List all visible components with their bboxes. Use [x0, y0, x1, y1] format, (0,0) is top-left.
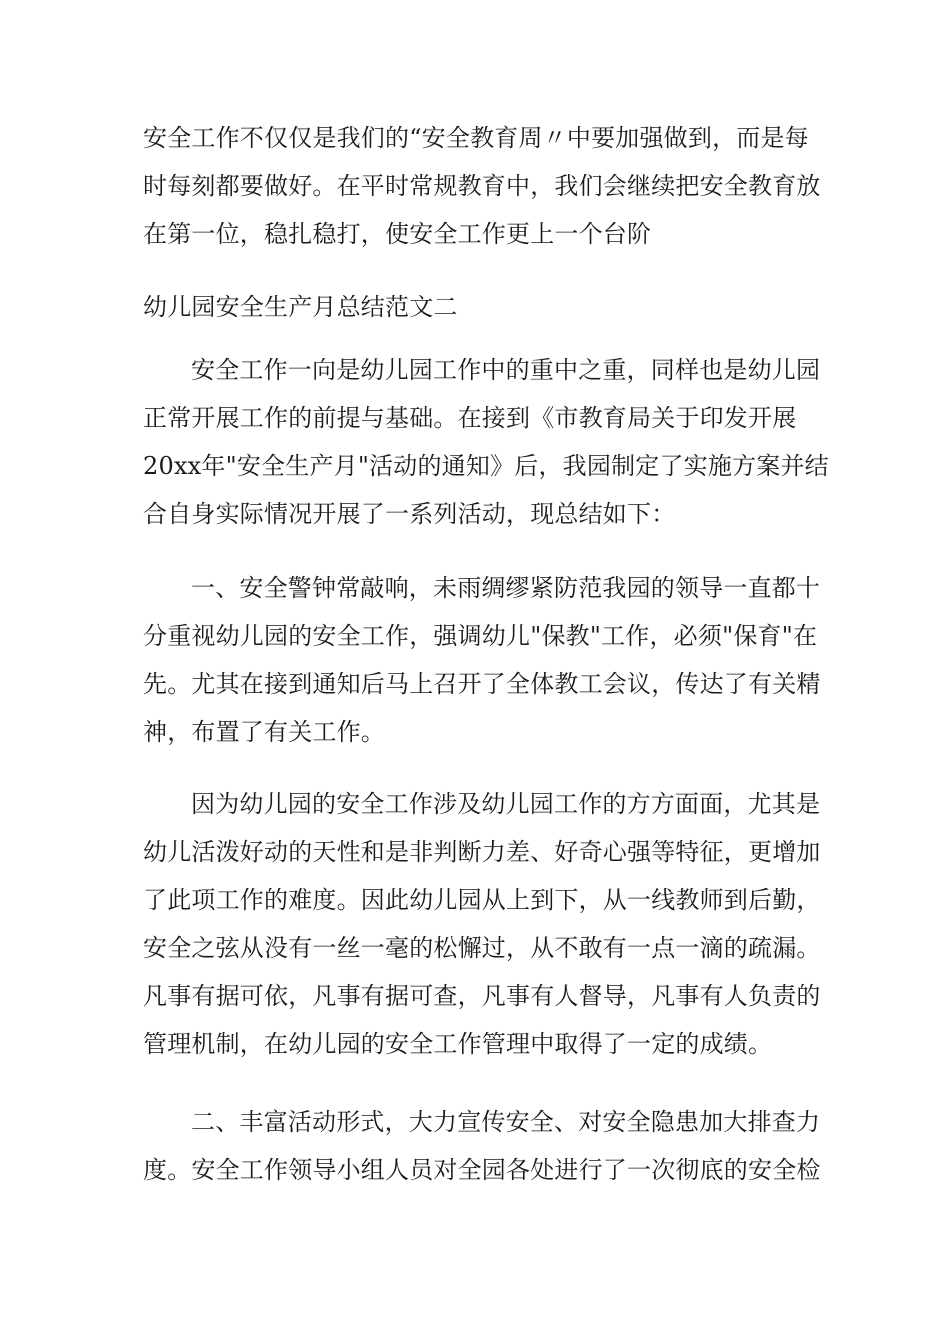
text-line: 20xx年"安全生产月"活动的通知》后，我园制定了实施方案并结: [143, 452, 829, 480]
text-line: 神，布置了有关工作。: [143, 718, 385, 746]
paragraph-5: [143, 1098, 821, 1194]
text-line: 时每刻都要做好。在平时常规教育中，我们会继续把安全教育放: [143, 172, 821, 200]
paragraph-1: [143, 114, 821, 258]
text-line: 一、安全警钟常敲响，未雨绸缪紧防范我园的领导一直都十: [191, 574, 821, 602]
paragraph-3: [143, 564, 821, 756]
text-line: 安全之弦从没有一丝一毫的松懈过，从不敢有一点一滴的疏漏。: [143, 934, 821, 962]
paragraph-4: [143, 780, 821, 1068]
text-line: 因为幼儿园的安全工作涉及幼儿园工作的方方面面，尤其是: [191, 790, 821, 818]
text-line: 在第一位，稳扎稳打，使安全工作更上一个台阶: [143, 220, 652, 248]
text-line: 凡事有据可依，凡事有据可查，凡事有人督导，凡事有人负责的: [143, 982, 821, 1010]
heading-text: 幼儿园安全生产月总结范文二: [143, 293, 458, 321]
text-line: 管理机制，在幼儿园的安全工作管理中取得了一定的成绩。: [143, 1030, 773, 1058]
text-line: 度。安全工作领导小组人员对全园各处进行了一次彻底的安全检: [143, 1156, 821, 1184]
paragraph-2: [143, 346, 829, 538]
text-line: 分重视幼儿园的安全工作，强调幼儿"保教"工作，必须"保育"在: [143, 622, 818, 650]
text-line: 安全工作一向是幼儿园工作中的重中之重，同样也是幼儿园: [191, 356, 821, 384]
text-line: 二、丰富活动形式，大力宣传安全、对安全隐患加大排查力: [191, 1108, 821, 1136]
text-line: 合自身实际情况开展了一系列活动，现总结如下：: [143, 500, 676, 528]
text-line: 先。尤其在接到通知后马上召开了全体教工会议，传达了有关精: [143, 670, 821, 698]
text-line: 安全工作不仅仅是我们的“安全教育周〃中要加强做到，而是每: [143, 124, 809, 152]
text-line: 了此项工作的难度。因此幼儿园从上到下，从一线教师到后勤，: [143, 886, 821, 914]
text-line: 正常开展工作的前提与基础。在接到《市教育局关于印发开展: [143, 404, 797, 432]
text-line: 幼儿活泼好动的天性和是非判断力差、好奇心强等特征，更增加: [143, 838, 821, 866]
section-heading: [143, 283, 807, 331]
